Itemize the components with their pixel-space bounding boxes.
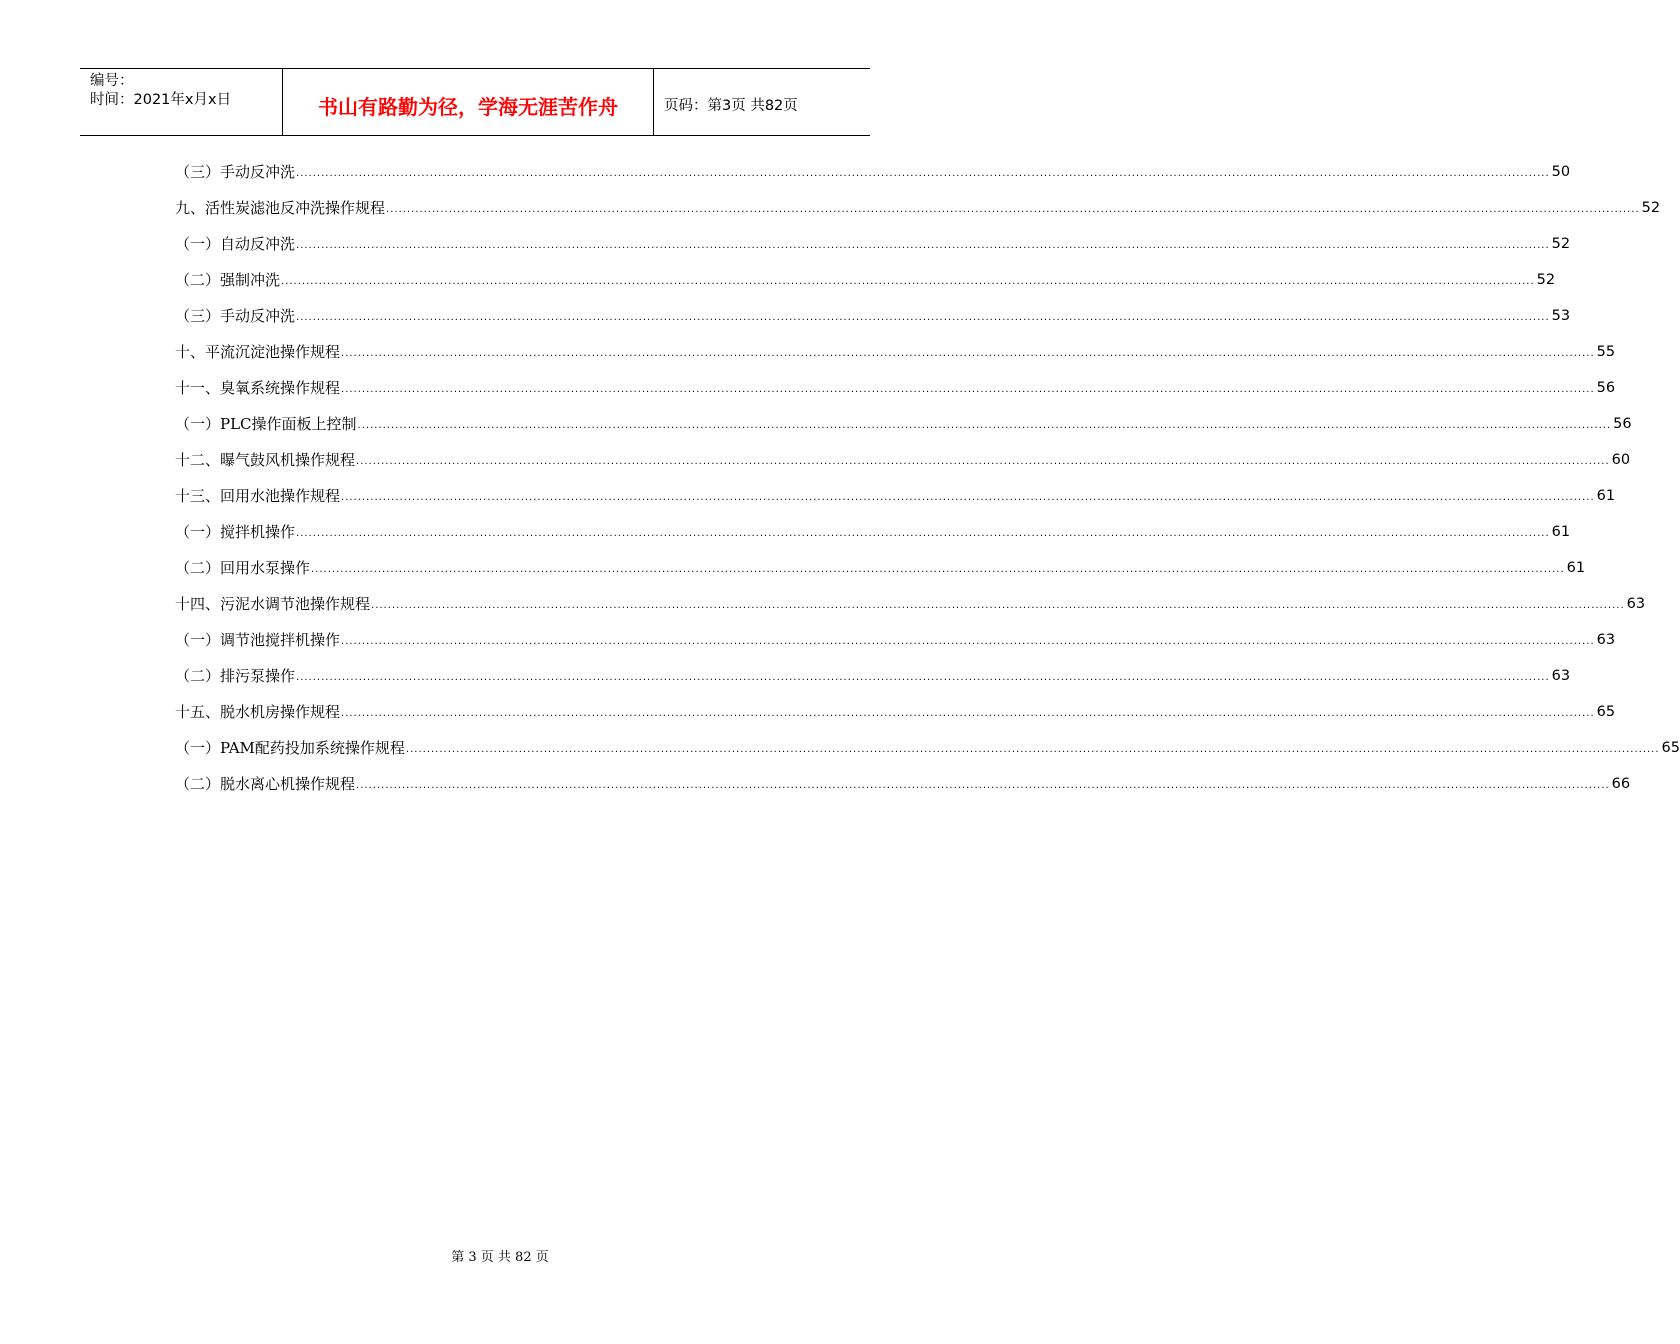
toc-entry[interactable] — [175, 554, 1586, 578]
toc-entry-page: 56 — [1613, 416, 1632, 432]
toc-entry[interactable] — [175, 158, 1571, 182]
toc-entry-title: 十一、臭氧系统操作规程 — [175, 379, 341, 397]
toc-entry[interactable] — [175, 194, 1661, 218]
toc-dot-leader: ............................................................................................................................................................................................................................................................................................................ — [341, 384, 1595, 395]
toc-entry-page: 52 — [1641, 200, 1661, 216]
document-number-label: 编号： — [90, 73, 134, 89]
toc-dot-leader: ............................................................................................................................................................................................................................................................................................................ — [356, 456, 1610, 467]
toc-dot-leader: ............................................................................................................................................................................................................................................................................................................ — [311, 564, 1565, 575]
toc-entry-title: 九、活性炭滤池反冲洗操作规程 — [175, 199, 386, 217]
toc-dot-leader: ............................................................................................................................................................................................................................................................................................................ — [296, 312, 1550, 323]
toc-dot-leader: ............................................................................................................................................................................................................................................................................................................ — [296, 168, 1550, 179]
toc-dot-leader: ............................................................................................................................................................................................................................................................................................................ — [281, 276, 1535, 287]
toc-entry-page: 52 — [1551, 236, 1571, 252]
toc-entry[interactable] — [175, 446, 1631, 470]
toc-entry-page: 63 — [1551, 668, 1571, 684]
header-motto-cell — [283, 69, 654, 135]
toc-entry-title: （二）脱水离心机操作规程 — [175, 775, 356, 793]
toc-entry-title: 十二、曝气鼓风机操作规程 — [175, 451, 356, 469]
toc-entry-title: （二）排污泵操作 — [175, 667, 296, 685]
toc-dot-leader: ............................................................................................................................................................................................................................................................................................................ — [341, 636, 1595, 647]
header-motto: 书山有路勤为径，学海无涯苦作舟 — [318, 94, 618, 119]
header-page-info: 页码：第3页 共82页 — [664, 97, 798, 114]
toc-entry-title: （三）手动反冲洗 — [175, 307, 296, 325]
toc-entry-page: 50 — [1551, 164, 1571, 180]
toc-entry-page: 65 — [1596, 704, 1616, 720]
toc-entry-title: 十、平流沉淀池操作规程 — [175, 343, 341, 361]
toc-entry-page: 63 — [1596, 632, 1616, 648]
toc-entry-title: 十五、脱水机房操作规程 — [175, 703, 341, 721]
toc-entry[interactable] — [175, 590, 1646, 614]
toc-entry-title: 十三、回用水池操作规程 — [175, 487, 341, 505]
toc-entry-page: 56 — [1596, 380, 1616, 396]
toc-entry[interactable] — [175, 626, 1616, 650]
toc-entry-title: （二）强制冲洗 — [175, 271, 281, 289]
toc-entry-title: （一）自动反冲洗 — [175, 235, 296, 253]
toc-entry[interactable] — [175, 374, 1616, 398]
toc-entry-page: 55 — [1596, 344, 1616, 360]
toc-dot-leader: ............................................................................................................................................................................................................................................................................................................ — [341, 708, 1595, 719]
toc-entry-page: 53 — [1551, 308, 1571, 324]
header-meta-cell — [80, 69, 283, 135]
toc-entry[interactable] — [175, 410, 1632, 434]
toc-entry-title: （二）回用水泵操作 — [175, 559, 311, 577]
toc-entry[interactable] — [175, 698, 1616, 722]
toc-entry[interactable] — [175, 770, 1631, 794]
toc-entry[interactable] — [175, 518, 1571, 542]
toc-dot-leader: ............................................................................................................................................................................................................................................................................................................ — [341, 348, 1595, 359]
toc-dot-leader: ............................................................................................................................................................................................................................................................................................................ — [356, 780, 1610, 791]
toc-entry[interactable] — [175, 230, 1571, 254]
toc-entry-page: 61 — [1596, 488, 1616, 504]
toc-entry-page: 52 — [1536, 272, 1556, 288]
toc-entry[interactable] — [175, 338, 1616, 362]
toc-entry-page: 61 — [1566, 560, 1586, 576]
toc-entry-title: （一）调节池搅拌机操作 — [175, 631, 341, 649]
toc-entry[interactable] — [175, 662, 1571, 686]
toc-dot-leader: ............................................................................................................................................................................................................................................................................................................ — [405, 744, 1660, 755]
toc-entry-title: （一）PLC操作面板上控制 — [175, 415, 357, 433]
toc-entry-title: 十四、污泥水调节池操作规程 — [175, 595, 371, 613]
toc-dot-leader: ............................................................................................................................................................................................................................................................................................................ — [357, 420, 1612, 431]
toc-entry-title: （一）搅拌机操作 — [175, 523, 296, 541]
toc-dot-leader: ............................................................................................................................................................................................................................................................................................................ — [296, 672, 1550, 683]
toc-entry-page: 63 — [1626, 596, 1646, 612]
toc-entry[interactable] — [175, 482, 1616, 506]
page-footer: 第 3 页 共 82 页 — [451, 1250, 549, 1265]
document-time-label: 时间：2021年x月x日 — [90, 92, 232, 108]
toc-entry-page: 61 — [1551, 524, 1571, 540]
toc-entry-title: （一）PAM配药投加系统操作规程 — [175, 739, 405, 757]
page-header — [80, 68, 870, 136]
toc-dot-leader: ............................................................................................................................................................................................................................................................................................................ — [371, 600, 1625, 611]
toc-entry[interactable] — [175, 734, 1680, 758]
toc-entry[interactable] — [175, 266, 1556, 290]
toc-entry[interactable] — [175, 302, 1571, 326]
toc-entry-page: 60 — [1611, 452, 1631, 468]
toc-entry-page: 66 — [1611, 776, 1631, 792]
toc-dot-leader: ............................................................................................................................................................................................................................................................................................................ — [296, 240, 1550, 251]
toc-entry-title: （三）手动反冲洗 — [175, 163, 296, 181]
toc-entry-page: 65 — [1661, 740, 1680, 756]
toc-dot-leader: ............................................................................................................................................................................................................................................................................................................ — [341, 492, 1595, 503]
toc-dot-leader: ............................................................................................................................................................................................................................................................................................................ — [386, 204, 1640, 215]
toc-dot-leader: ............................................................................................................................................................................................................................................................................................................ — [296, 528, 1550, 539]
